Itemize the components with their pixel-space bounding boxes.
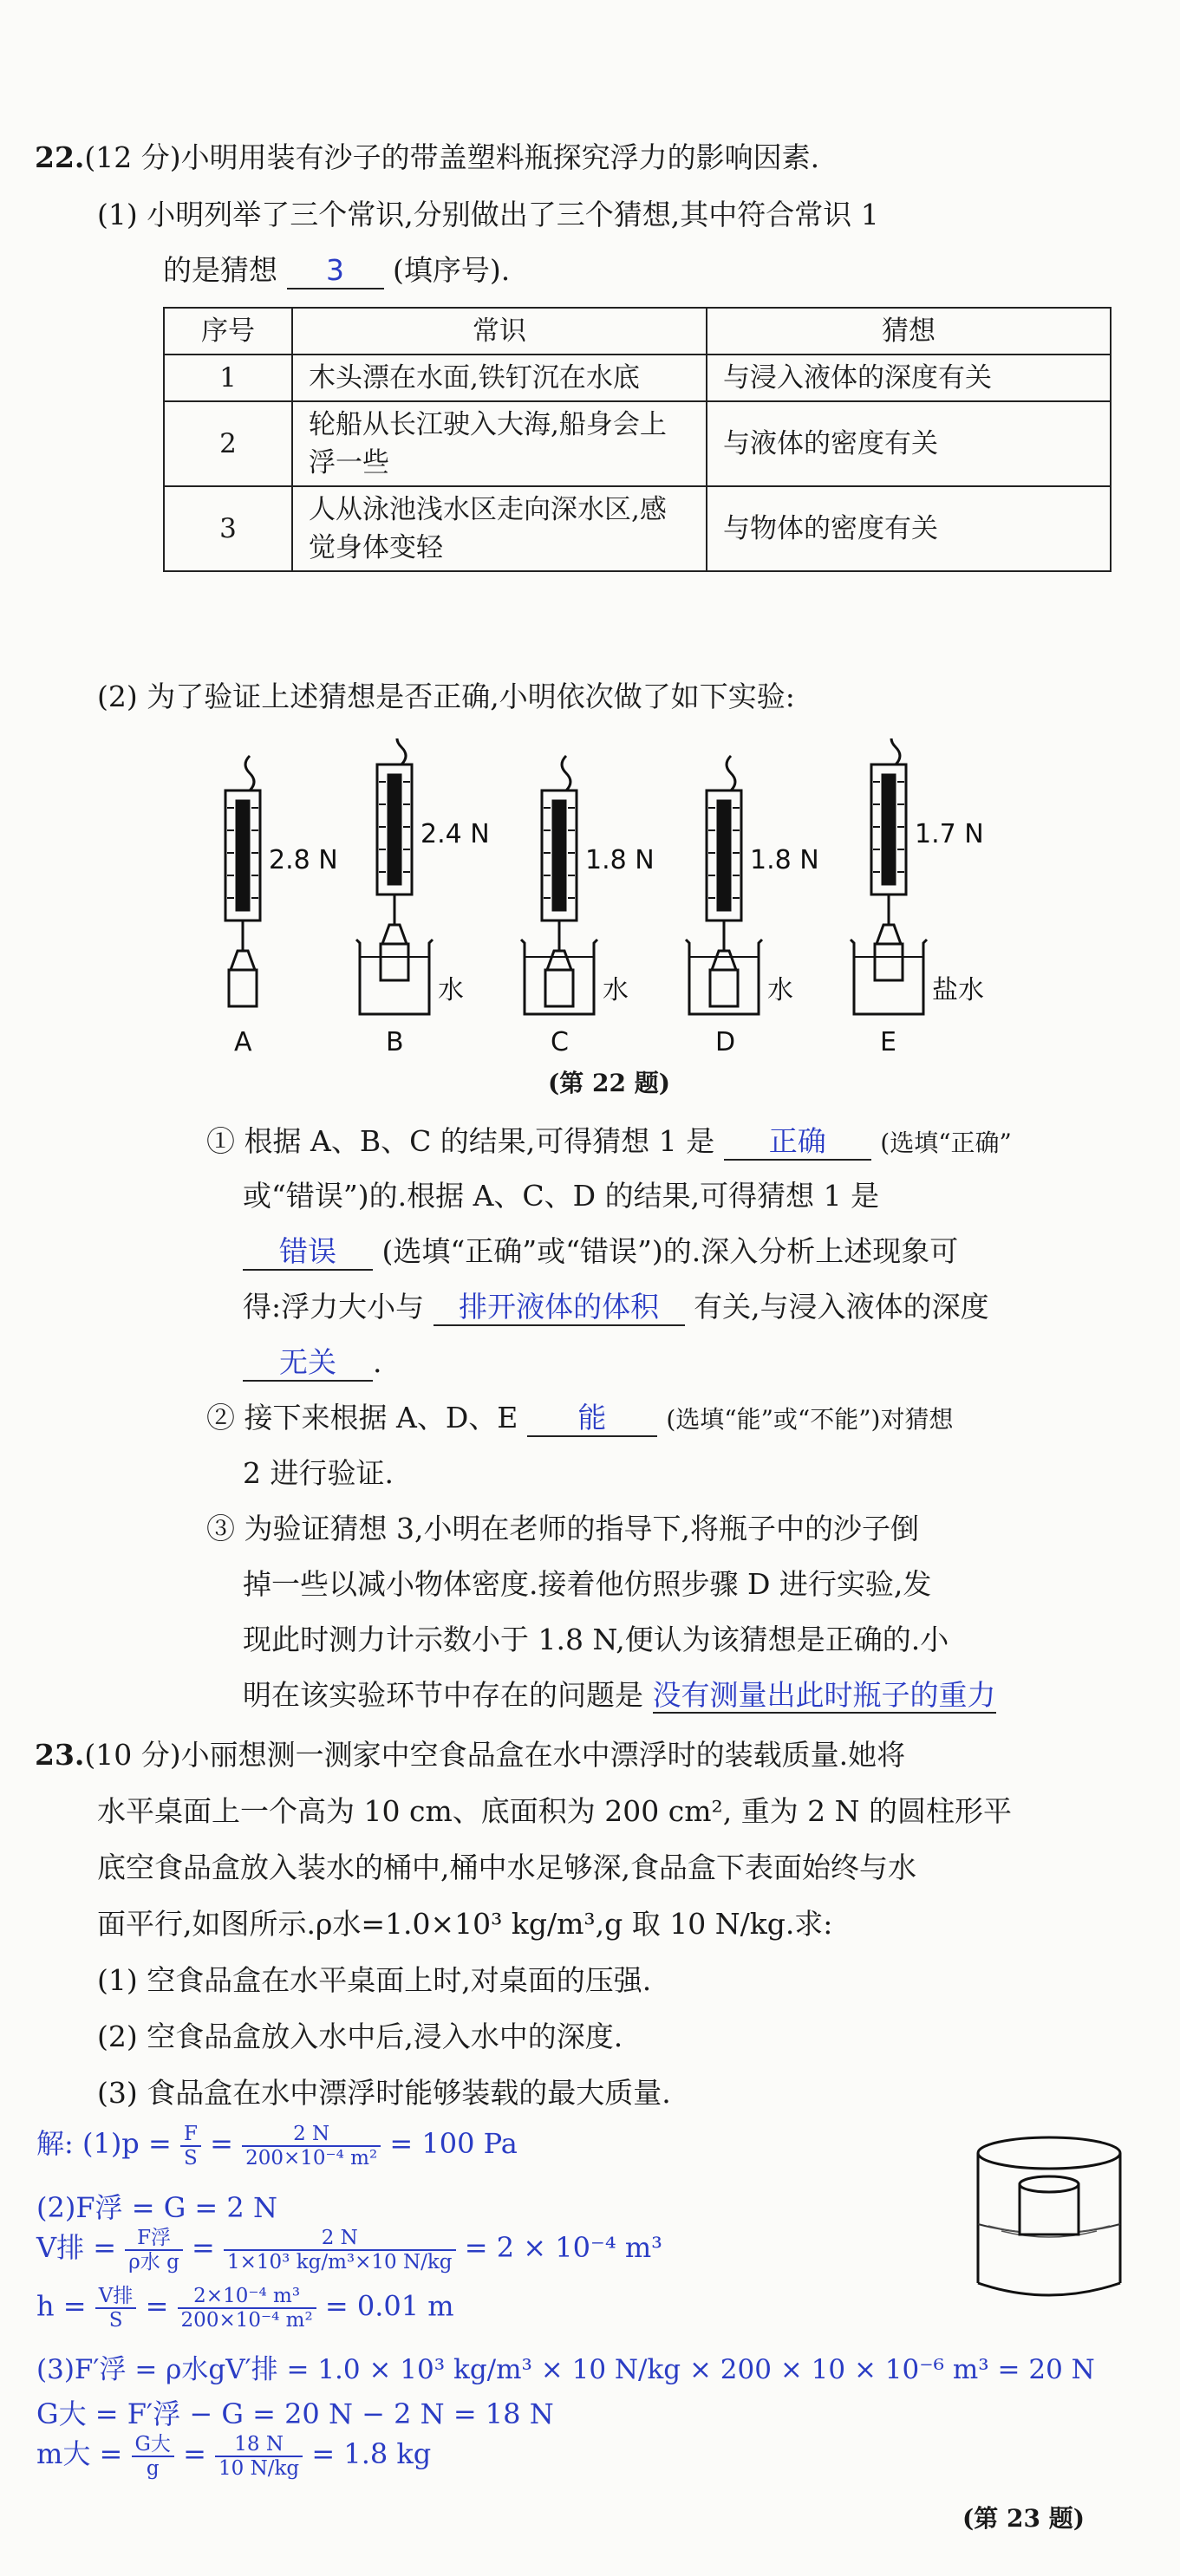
spring-scale-figure bbox=[217, 738, 1049, 1059]
q22-sub1-line2: 或“错误”)的.根据 A、C、D 的结果,可得猜想 1 是 bbox=[243, 1179, 880, 1213]
liquid-label: 盐水 bbox=[932, 975, 984, 1005]
fraction: $\frac{\text{V排}}{S}$ bbox=[95, 2285, 137, 2332]
fraction: $\frac{18 N}{10 N/kg}$ bbox=[215, 2433, 303, 2480]
bottle-cap bbox=[547, 951, 571, 970]
q22-sub2-answer[interactable]: 能 bbox=[527, 1401, 657, 1437]
table-cell: 轮船从长江驶入大海,船身会上浮一些 bbox=[292, 401, 707, 486]
q22-sub3-line2: 掉一些以减小物体密度.接着他仿照步骤 D 进行实验,发 bbox=[243, 1567, 932, 1601]
bottle-cap bbox=[712, 951, 736, 970]
solution-line7: m大 = $\frac{\text{G大}}{g}$ = $\frac{18 N}{10 N/kg}$ = 1.8 kg bbox=[36, 2432, 432, 2480]
setup-label: D bbox=[715, 1027, 736, 1057]
q22-part1-line1: (1) 小明列举了三个常识,分别做出了三个猜想,其中符合常识 1 bbox=[97, 198, 879, 231]
table-cell: 1 bbox=[164, 355, 292, 401]
bottle-cap bbox=[382, 925, 407, 944]
bucket-rim bbox=[978, 2137, 1120, 2169]
table-cell: 2 bbox=[164, 401, 292, 486]
liquid-label: 水 bbox=[438, 975, 464, 1005]
q23-question3: (3) 食品盒在水中漂浮时能够装载的最大质量. bbox=[97, 2076, 671, 2110]
q22-sub2-line2: 2 进行验证. bbox=[243, 1456, 394, 1490]
fraction: $\frac{2 N}{\text{1×10³ kg/m³×10 N/kg}}$ bbox=[224, 2227, 456, 2274]
q22-table bbox=[163, 307, 1112, 572]
figure-caption-22: (第 22 题) bbox=[548, 1069, 670, 1097]
q22-sub1-answer4[interactable]: 无关 bbox=[243, 1345, 373, 1382]
force-reading: 1.8 N bbox=[750, 845, 819, 875]
table-cell: 人从泳池浅水区走向深水区,感觉身体变轻 bbox=[292, 486, 707, 571]
liquid-label: 水 bbox=[603, 975, 629, 1005]
q22-sub2-line1: ② 接下来根据 A、D、E 能 (选填“能”或“不能”)对猜想 bbox=[206, 1399, 953, 1439]
setup-label: C bbox=[551, 1027, 569, 1057]
fraction: $\frac{F}{S}$ bbox=[180, 2123, 201, 2169]
fraction: $\frac{2 N}{\text{200×10⁻⁴ m²}}$ bbox=[242, 2123, 381, 2169]
figure-caption-23: (第 23 题) bbox=[962, 2504, 1085, 2533]
scale-hook bbox=[727, 756, 735, 790]
force-reading: 2.8 N bbox=[269, 845, 338, 875]
q22-sub1-line5: 无关 . bbox=[243, 1343, 382, 1382]
q22-sub1-line1: ① 根据 A、B、C 的结果,可得猜想 1 是 正确 (选填“正确” bbox=[206, 1122, 1012, 1162]
fraction: $\frac{\text{F浮}}{\text{ρ水 g}}$ bbox=[125, 2227, 183, 2274]
bucket-bottom bbox=[978, 2283, 1120, 2295]
sand-bottle bbox=[229, 970, 257, 1006]
bottle-cap bbox=[231, 951, 255, 970]
q23-line1: 23.(10 分)小丽想测一测家中空食品盒在水中漂浮时的装载质量.她将 bbox=[35, 1738, 906, 1772]
table-cell: 与液体的密度有关 bbox=[707, 401, 1111, 486]
q22-sub1-line4: 得:浮力大小与 排开液体的体积 有关,与浸入液体的深度 bbox=[243, 1288, 989, 1326]
q23-line3: 底空食品盒放入装水的桶中,桶中水足够深,食品盒下表面始终与水 bbox=[97, 1851, 916, 1884]
q22-part1-answer[interactable]: 3 bbox=[287, 253, 384, 289]
q22-sub3-answer[interactable]: 没有测量出此时瓶子的重力 bbox=[652, 1678, 996, 1712]
scale-hook bbox=[245, 756, 254, 790]
q22-number: 22. bbox=[35, 140, 85, 174]
q23-line2: 水平桌面上一个高为 10 cm、底面积为 200 cm², 重为 2 N 的圆柱形平 bbox=[97, 1794, 1013, 1828]
q22-sub1-line3: 错误 (选填“正确”或“错误”)的.深入分析上述现象可 bbox=[243, 1233, 958, 1271]
table-cell: 木头漂在水面,铁钉沉在水底 bbox=[292, 355, 707, 401]
food-box-lid bbox=[1020, 2176, 1079, 2192]
table-header: 序号 bbox=[164, 308, 292, 355]
table-row bbox=[164, 355, 1111, 401]
table-header: 猜想 bbox=[707, 308, 1111, 355]
q23-question2: (2) 空食品盒放入水中后,浸入水中的深度. bbox=[97, 2020, 623, 2053]
solution-line5: (3)F′浮 = ρ水gV′排 = 1.0 × 10³ kg/m³ × 10 N/kg × 200 × 10 × 10⁻⁶ m³ = 20 N bbox=[36, 2354, 1095, 2385]
solution-line1: 解: (1)p = $\frac{F}{S}$ = $\frac{2 N}{\text{200×10⁻⁴ m²}}$ = 100 Pa bbox=[36, 2122, 518, 2169]
solution-line4: h = $\frac{\text{V排}}{S}$ = $\frac{\text{2×10⁻⁴ m³}}{\text{200×10⁻⁴ m²}}$ = 0.01 m bbox=[36, 2285, 454, 2332]
q23-line4: 面平行,如图所示.ρ水=1.0×10³ kg/m³,g 取 10 N/kg.求: bbox=[97, 1907, 833, 1941]
table-cell: 3 bbox=[164, 486, 292, 571]
solution-line2: (2)F浮 = G = 2 N bbox=[36, 2191, 277, 2224]
table-row bbox=[164, 401, 1111, 486]
q22-sub1-answer3[interactable]: 排开液体的体积 bbox=[434, 1290, 685, 1326]
q22-part2: (2) 为了验证上述猜想是否正确,小明依次做了如下实验: bbox=[97, 680, 795, 713]
q22-sub3-line3: 现此时测力计示数小于 1.8 N,便认为该猜想是正确的.小 bbox=[243, 1623, 949, 1656]
bucket-figure bbox=[962, 2129, 1144, 2311]
scale-hook bbox=[562, 756, 570, 790]
liquid-label: 水 bbox=[767, 975, 793, 1005]
q23-question1: (1) 空食品盒在水平桌面上时,对桌面的压强. bbox=[97, 1963, 652, 1997]
fraction: $\frac{\text{G大}}{g}$ bbox=[132, 2433, 174, 2480]
scale-slot bbox=[883, 775, 895, 884]
scale-hook bbox=[397, 738, 406, 764]
force-reading: 1.7 N bbox=[915, 819, 984, 849]
sand-bottle bbox=[710, 970, 738, 1006]
scale-hook bbox=[891, 738, 900, 764]
setup-label: A bbox=[234, 1027, 252, 1057]
q22-part1-line2: 的是猜想 3 (填序号). bbox=[163, 251, 510, 289]
table-header-row bbox=[164, 308, 1111, 355]
force-reading: 2.4 N bbox=[420, 819, 490, 849]
setup-label: E bbox=[880, 1027, 896, 1057]
scale-slot bbox=[237, 801, 249, 910]
sand-bottle bbox=[875, 944, 903, 980]
solution-line6: G大 = F′浮 − G = 20 N − 2 N = 18 N bbox=[36, 2397, 554, 2430]
fraction: $\frac{\text{2×10⁻⁴ m³}}{\text{200×10⁻⁴ m²}}$ bbox=[178, 2285, 316, 2332]
q22-sub3-line4: 明在该实验环节中存在的问题是 没有测量出此时瓶子的重力 bbox=[243, 1678, 996, 1712]
table-row bbox=[164, 486, 1111, 571]
sand-bottle bbox=[381, 944, 408, 980]
q22-intro: 22.(12 分)小明用装有沙子的带盖塑料瓶探究浮力的影响因素. bbox=[35, 140, 820, 174]
scale-slot bbox=[553, 801, 565, 910]
table-cell: 与浸入液体的深度有关 bbox=[707, 355, 1111, 401]
table-cell: 与物体的密度有关 bbox=[707, 486, 1111, 571]
q22-sub3-line1: ③ 为验证猜想 3,小明在老师的指导下,将瓶子中的沙子倒 bbox=[206, 1512, 919, 1545]
q22-sub1-answer1[interactable]: 正确 bbox=[724, 1124, 871, 1161]
scale-slot bbox=[718, 801, 730, 910]
q23-number: 23. bbox=[35, 1738, 85, 1772]
q22-sub1-answer2[interactable]: 错误 bbox=[243, 1234, 373, 1271]
scale-slot bbox=[388, 775, 401, 884]
sand-bottle bbox=[545, 970, 573, 1006]
setup-label: B bbox=[386, 1027, 404, 1057]
bottle-cap bbox=[877, 925, 901, 944]
solution-line3: V排 = $\frac{\text{F浮}}{\text{ρ水 g}}$ = $\frac{2 N}{\text{1×10³ kg/m³×10 N/kg}}$ = 2 × 10⁻⁴ m³ bbox=[36, 2226, 662, 2274]
table-header: 常识 bbox=[292, 308, 707, 355]
force-reading: 1.8 N bbox=[585, 845, 655, 875]
